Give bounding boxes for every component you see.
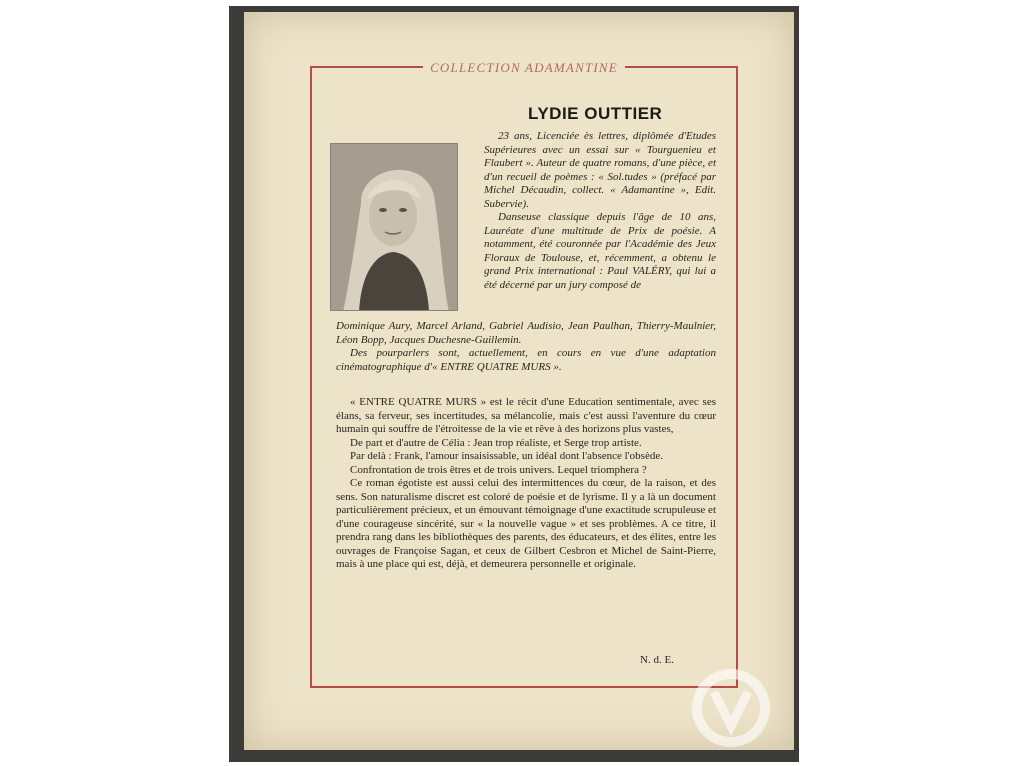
description-paragraph: De part et d'autre de Célia : Jean trop réaliste, et Serge trop artiste. [350, 436, 642, 449]
author-name: LYDIE OUTTIER [528, 104, 663, 123]
editor-signature: N. d. E. [640, 654, 674, 666]
film-adaptation-note: Des pourparlers sont, actuellement, en cours en vue d'une adaptation cinématographique d'« ENTRE QUATRE MURS ». [336, 347, 716, 373]
book-description [336, 396, 716, 572]
watermark-logo-icon [686, 668, 776, 748]
author-bio-bottom [336, 320, 716, 374]
portrait-image [331, 144, 458, 311]
collection-title: COLLECTION ADAMANTINE [423, 60, 625, 75]
bio-paragraph: 23 ans, Licenciée ès lettres, diplômée d'Etudes Supérieures avec un essai sur « Tourguenieu et Flaubert ». Auteur de quatre romans, d'une pièce, et d'un recueil de poèmes : « Sol.tudes » (préfacé par Michel Décaudin, collect. « Adamantine », Edit. Subervie). [484, 130, 716, 210]
jury-names: Dominique Aury, Marcel Arland, Gabriel Audisio, Jean Paulhan, Thierry-Maulnier, Léon Bopp, Jacques Duchesne-Guillemin. [336, 320, 716, 346]
author-portrait [330, 143, 458, 311]
collection-title-row [312, 58, 736, 77]
description-paragraph: « ENTRE QUATRE MURS » est le récit d'une Education sentimentale, avec ses élans, sa ferveur, ses incertitudes, sa mélancolie, mais c'est aussi l'aventure du cœur humain qui souffre de l'étroitesse de la vie et rêve à des horizons plus vastes, [336, 396, 716, 435]
author-bio-top [484, 130, 716, 292]
description-paragraph: Par delà : Frank, l'amour insaisissable, un idéal dont l'absence l'obsède. [350, 450, 663, 462]
bio-paragraph: Danseuse classique depuis l'âge de 10 ans, Lauréate d'une multitude de Prix de poésie. A notamment, été couronnée par l'Académie des Jeux Floraux de Toulouse, et, récemment, a obtenu le grand Prix international : Paul VALÉRY, qui lui a été décerné par un jury composé de [484, 211, 716, 291]
description-paragraph: Ce roman égotiste est aussi celui des intermittences du cœur, de la raison, et des sens. Son naturalisme discret est coloré de poésie et de lyrisme. Il y a là un document particulièrement précieux, et un émouvant témoignage d'une exactitude scrupuleuse et d'une courageuse sincérité, sur « la nouvelle vague » et ses problèmes. A ce titre, il prendra rang dans les bibliothèques des parents, des éducateurs, et des élites, entre les ouvrages de Françoise Sagan, et ceux de Gilbert Cesbron et Michel de Saint-Pierre, mais à une place qui est, déjà, et demeurera personnelle et originale. [336, 477, 716, 570]
description-paragraph: Confrontation de trois êtres et de trois univers. Lequel triomphera ? [350, 463, 647, 476]
